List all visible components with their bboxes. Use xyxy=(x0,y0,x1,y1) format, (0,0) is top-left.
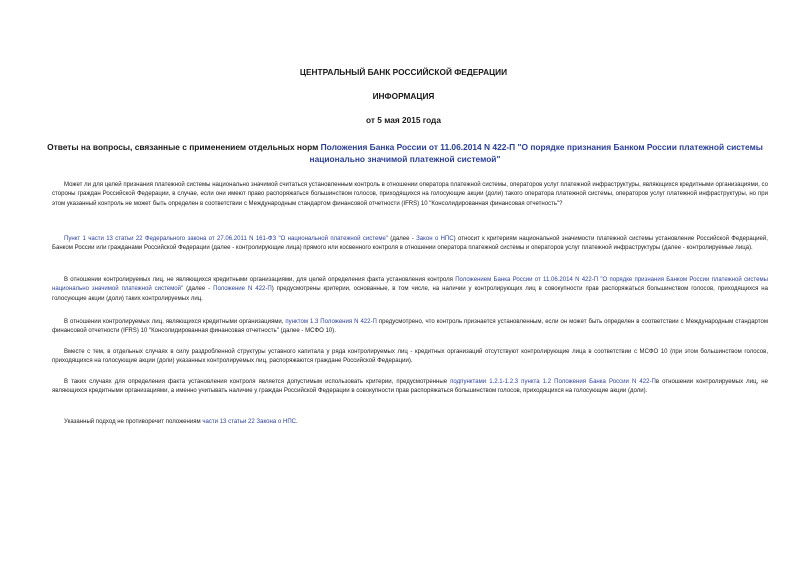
title-link[interactable]: Положения Банка России от 11.06.2014 N 422-П "О порядке признания Банком России платежной системы национально значимой платежной системой" xyxy=(309,142,763,164)
law-161-link[interactable]: Пункт 1 части 13 статьи 22 Федерального закона от 27.06.2011 N 161-ФЗ "О национальной платежной системе" xyxy=(64,236,388,242)
regulation-422p-short-link[interactable]: Положение N 422-П xyxy=(213,286,272,293)
part-13-link[interactable]: части 13 статьи 22 Закона о НПС xyxy=(202,419,297,425)
p5-text: Вместе с тем, в отдельных случаях в силу раздробленной структуры уставного капитала у ряда контролируемых лиц - кредитных организаций отсутствуют контролирующие лица в соответствии с МСФО 10 (при этом большинством голосов, приходящихся на голосующие акции (доли) указанных контролируемых лиц, распоряжаются граждане Российской Федерации). xyxy=(52,349,768,365)
title-text: Ответы на вопросы, связанные с применением отдельных норм xyxy=(47,142,321,152)
clause-1-3-link[interactable]: пунктом 1.3 Положения N 422-П xyxy=(285,319,377,325)
page-title xyxy=(40,141,770,165)
subclauses-link[interactable]: подпунктами 1.2.1-1.2.3 пункта 1.2 Положения Банка России N 422-П xyxy=(450,379,656,385)
paragraph-2 xyxy=(52,235,768,254)
p3-text1: В отношении контролируемых лиц, не являющихся кредитными организациями, для целей определения факта установления контроля xyxy=(64,277,456,283)
p3-text2: (далее - xyxy=(183,286,214,293)
paragraph-5 xyxy=(52,348,768,367)
p3-text3: ) предусмотрены критерии, основанные, в том числе, на наличии у контролирующих лиц в совокупности прав распоряжаться большинством голосов, приходящихся на голосующие акции (доли) таких контролируемых лиц. xyxy=(52,286,768,302)
law-nps-link[interactable]: Закон о НПС xyxy=(416,236,454,242)
paragraph-question xyxy=(52,181,768,209)
paragraph-6 xyxy=(52,378,768,397)
org-name: ЦЕНТРАЛЬНЫЙ БАНК РОССИЙСКОЙ ФЕДЕРАЦИИ xyxy=(299,67,508,77)
doc-type: ИНФОРМАЦИЯ xyxy=(372,91,435,101)
p1-text: Может ли для целей признания платежной системы национально значимой считаться установленным контроль в отношении оператора платежной системы, операторов услуг платежной инфраструктуры, являющихся кредитными организациями, со стороны граждан Российской Федерации, в случае, если они имеют право распоряжаться большинством голосов, приходящихся на голосующие акции (доли) такого оператора платежной системы, операторов услуг платежной инфраструктуры, но при этом указанный контроль не может быть определен в соответствии с Международным стандартом финансовой отчетности (IFRS) 10 "Консолидированная финансовая отчетность"? xyxy=(52,182,768,207)
p4-text2: предусмотрено, что контроль признается установленным, если он может быть определен в соответствии с Международным стандартом финансовой отчетности (IFRS) 10 "Консолидированная финансовая отчетность" (далее - МСФО 10). xyxy=(52,319,769,335)
paragraph-7 xyxy=(52,418,768,427)
p6-text1: В таких случаях для определения факта установления контроля является допустимым использовать критерии, предусмотренные xyxy=(64,379,451,385)
paragraph-3 xyxy=(52,276,768,304)
regulation-422p-link[interactable]: Положением Банка России от 11.06.2014 N 422-П "О порядке признания Банком России платежной системы национально значимой платежной системой" xyxy=(52,277,768,293)
doc-date: от 5 мая 2015 года xyxy=(366,115,441,125)
p2-text2: ) относит к критериям национальной значимости платежной системы установление Российской Федерацией, Банком России или гражданами Российской Федерации (далее - контролирующие лица) прямого или косвенного контроля в отношении оператора платежной системы и операторов услуг платежной инфраструктуры (далее - контролируемые лица). xyxy=(52,236,768,252)
p6-text2: в отношении контролируемых лиц, не являющихся кредитными организациями, а именно учитывать наличие у граждан Российской Федерации в совокупности прав распоряжаться большинством голосов, приходящихся на голосующие акции (доли). xyxy=(52,379,768,395)
p4-text1: В отношении контролируемых лиц, являющихся кредитными организациями, xyxy=(64,319,286,325)
p7-text2: . xyxy=(296,419,298,425)
p2-text1: (далее - xyxy=(387,236,417,242)
p7-text1: Указанный подход не противоречит положениям xyxy=(64,419,203,425)
paragraph-4 xyxy=(52,318,768,337)
